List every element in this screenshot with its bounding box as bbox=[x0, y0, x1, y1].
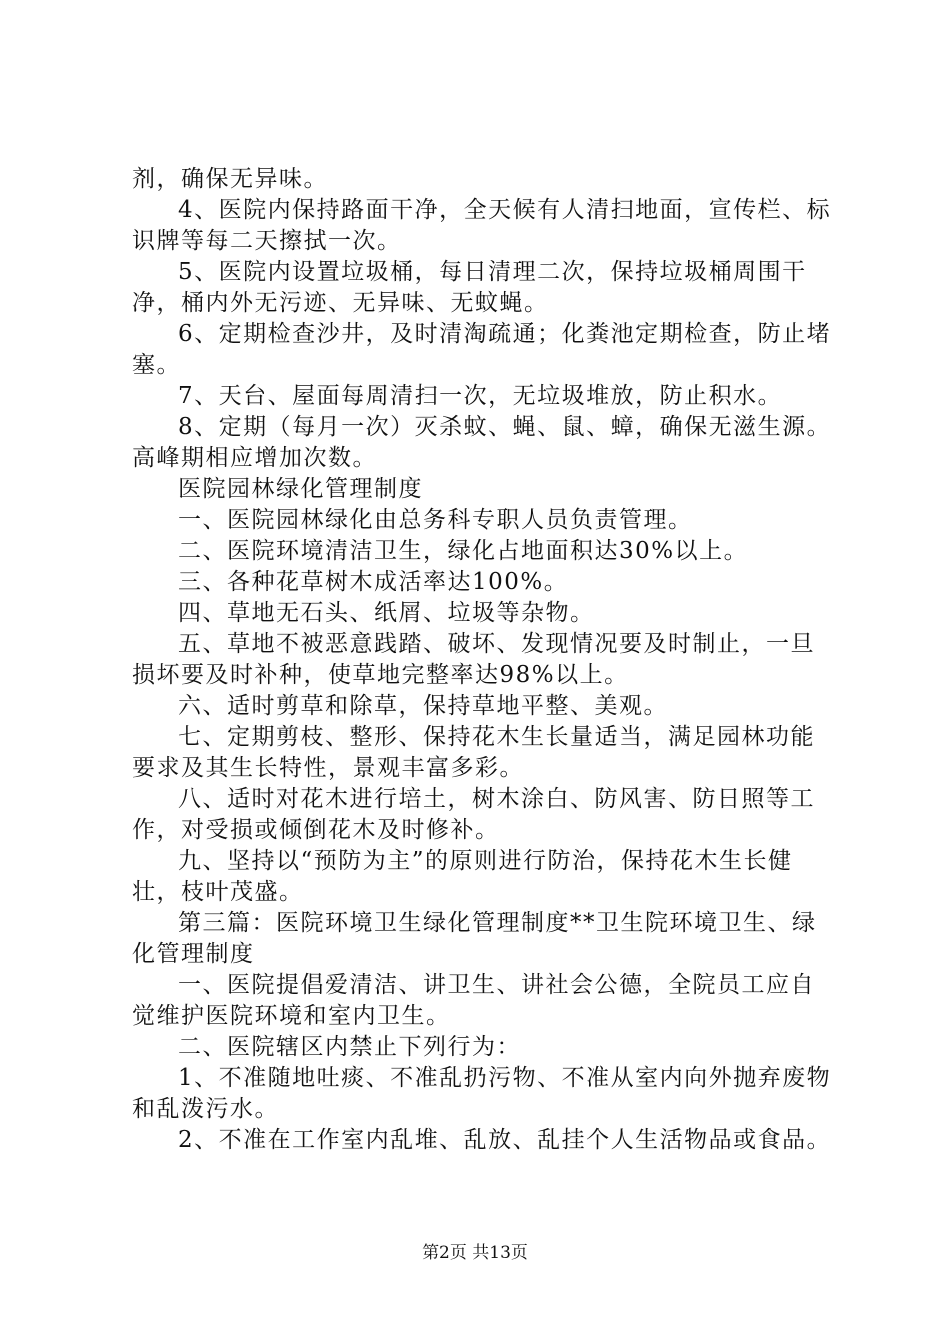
paragraph: 三、各种花草树木成活率达100%。 bbox=[178, 569, 569, 595]
section-heading: 第三篇：医院环境卫生绿化管理制度**卫生院环境卫生、绿化管理制度 bbox=[132, 910, 817, 967]
paragraph: 一、医院提倡爱清洁、讲卫生、讲社会公德，全院员工应自觉维护医院环境和室内卫生。 bbox=[132, 972, 815, 1029]
paragraph: 二、医院辖区内禁止下列行为： bbox=[178, 1034, 521, 1060]
paragraph: 6、定期检查沙井，及时清淘疏通；化粪池定期检查，防止堵塞。 bbox=[132, 321, 832, 378]
paragraph: 5、医院内设置垃圾桶，每日清理二次，保持垃圾桶周围干净，桶内外无污迹、无异味、无蚊蝇。 bbox=[132, 259, 807, 316]
paragraph: 剂，确保无异味。 bbox=[132, 166, 328, 192]
section-heading: 医院园林绿化管理制度 bbox=[178, 476, 423, 502]
paragraph: 1、不准随地吐痰、不准乱扔污物、不准从室内向外抛弃废物和乱泼污水。 bbox=[132, 1065, 832, 1122]
paragraph: 四、草地无石头、纸屑、垃圾等杂物。 bbox=[178, 600, 595, 626]
paragraph: 九、坚持以“预防为主”的原则进行防治，保持花木生长健壮，枝叶茂盛。 bbox=[132, 848, 793, 905]
paragraph: 一、医院园林绿化由总务科专职人员负责管理。 bbox=[178, 507, 693, 533]
paragraph: 七、定期剪枝、整形、保持花木生长量适当，满足园林功能要求及其生长特性，景观丰富多彩。 bbox=[132, 724, 815, 781]
paragraph: 2、不准在工作室内乱堆、乱放、乱挂个人生活物品或食品。 bbox=[178, 1127, 832, 1153]
paragraph: 八、适时对花木进行培土，树木涂白、防风害、防日照等工作，对受损或倾倒花木及时修补。 bbox=[132, 786, 815, 843]
paragraph: 五、草地不被恶意践踏、破坏、发现情况要及时制止，一旦损坏要及时补种，使草地完整率达98%以上。 bbox=[132, 631, 815, 688]
document-body bbox=[132, 164, 832, 1156]
paragraph: 8、定期（每月一次）灭杀蚊、蝇、鼠、蟑，确保无滋生源。高峰期相应增加次数。 bbox=[132, 414, 832, 471]
paragraph: 二、医院环境清洁卫生，绿化占地面积达30%以上。 bbox=[178, 538, 749, 564]
paragraph: 六、适时剪草和除草，保持草地平整、美观。 bbox=[178, 693, 668, 719]
page-number-footer: 第2页 共13页 bbox=[422, 1243, 528, 1263]
paragraph: 7、天台、屋面每周清扫一次，无垃圾堆放，防止积水。 bbox=[178, 383, 783, 409]
paragraph: 4、医院内保持路面干净，全天候有人清扫地面，宣传栏、标识牌等每二天擦拭一次。 bbox=[132, 197, 832, 254]
